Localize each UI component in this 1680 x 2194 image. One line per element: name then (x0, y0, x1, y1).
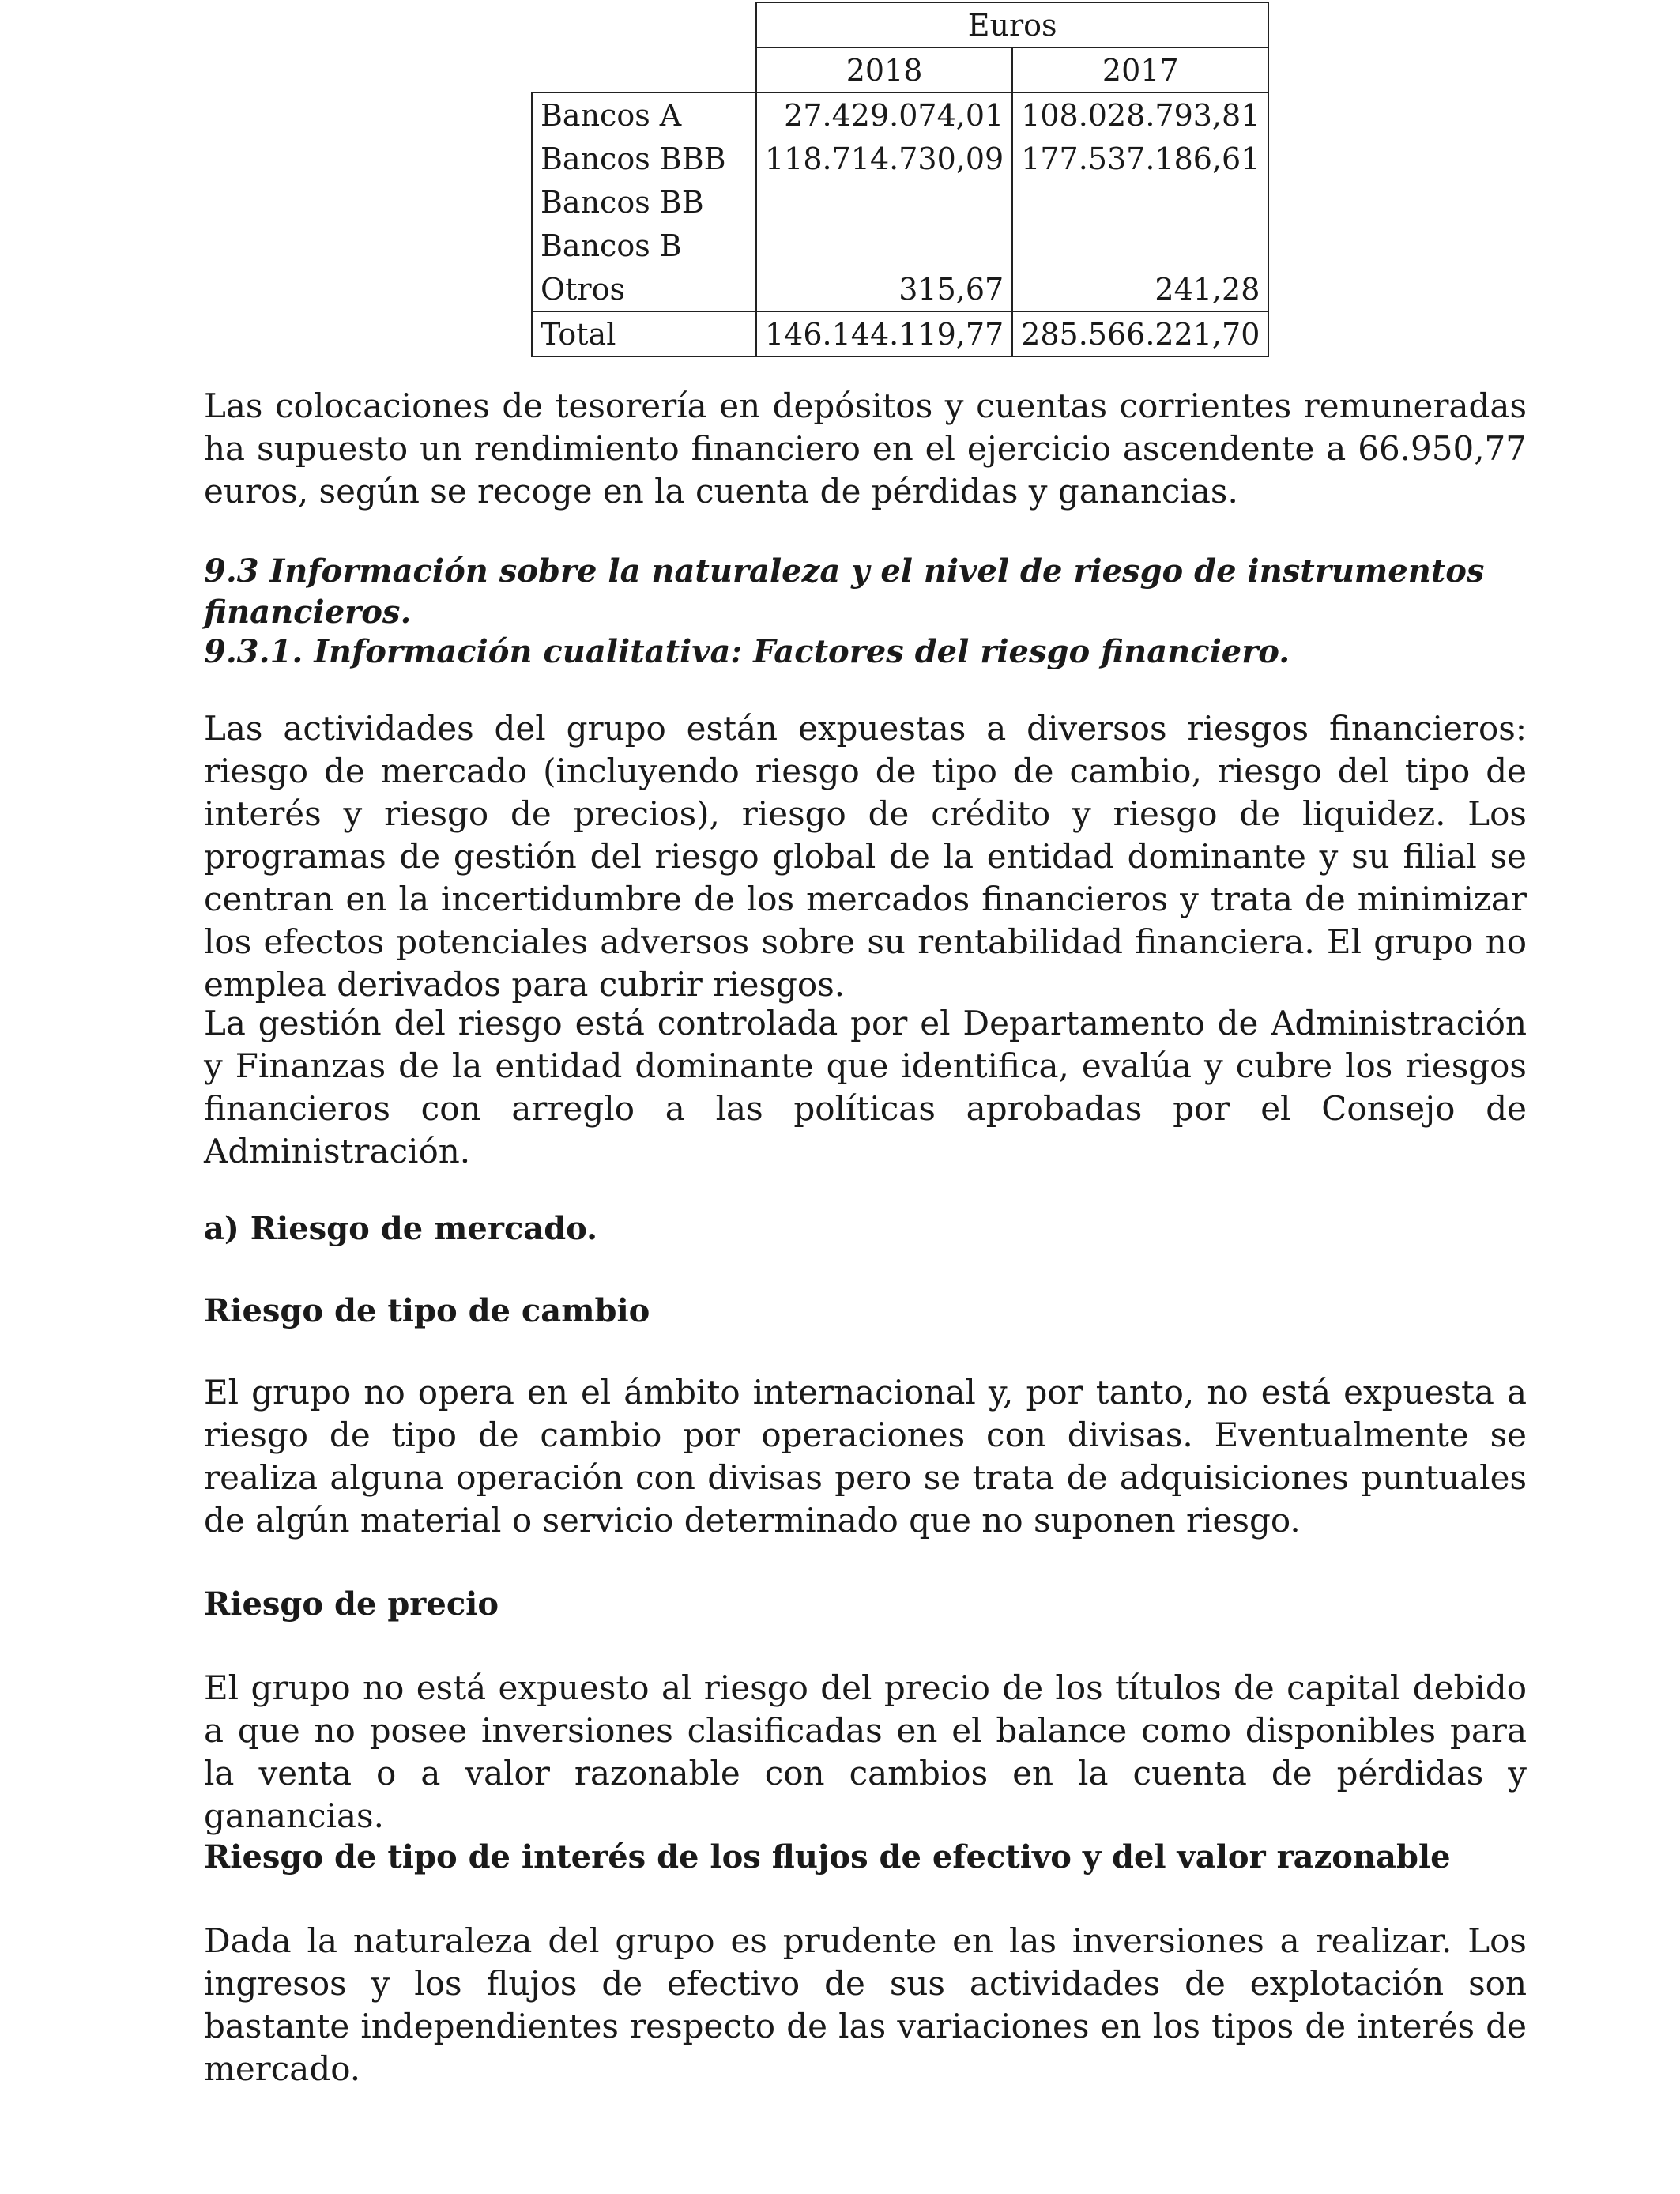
row-value-2017 (1012, 224, 1268, 267)
paragraph-gestion: La gestión del riesgo está controlada por el Departamento de Administración y Finanzas de la entidad dominante que identifica, evalúa y cubre los riesgos financieros con arreglo a las políticas aprobadas por el Consejo de Administración. (204, 1004, 1527, 1171)
total-value-2017: 285.566.221,70 (1012, 311, 1268, 356)
table-header-row (532, 2, 1268, 47)
row-label: Bancos BB (532, 180, 756, 224)
row-value-2018 (756, 224, 1012, 267)
row-value-2018: 27.429.074,01 (756, 92, 1012, 137)
row-label: Bancos A (532, 92, 756, 137)
table-row (532, 180, 1268, 224)
row-value-2018: 118.714.730,09 (756, 137, 1012, 180)
table-total-row (532, 311, 1268, 356)
row-label: Bancos BBB (532, 137, 756, 180)
paragraph-tipo-cambio: El grupo no opera en el ámbito internacional y, por tanto, no está expuesta a riesgo de tipo de cambio por operaciones con divisas. Eventualmente se realiza alguna operación con divisas pero se trata de adquisiciones puntuales de algún material o servicio determinado que no suponen riesgo. (204, 1373, 1527, 1540)
row-value-2017: 108.028.793,81 (1012, 92, 1268, 137)
table-row (532, 137, 1268, 180)
table-row (532, 224, 1268, 267)
bank-rating-table (531, 2, 1269, 357)
heading-9-3-1: 9.3.1. Información cualitativa: Factores del riesgo financiero. (204, 633, 1290, 670)
year-2018-header: 2018 (756, 47, 1012, 92)
table-row (532, 92, 1268, 137)
paragraph-tipo-interes: Dada la naturaleza del grupo es prudente en las inversiones a realizar. Los ingresos y los flujos de efectivo de sus actividades de explotación son bastante independientes respecto de las variaciones en los tipos de interés de mercado. (204, 1921, 1527, 2088)
paragraph-colocaciones: Las colocaciones de tesorería en depósitos y cuentas corrientes remuneradas ha supuesto un rendimiento financiero en el ejercicio ascendente a 66.950,77 euros, según se recoge en la cuenta de pérdidas y ganancias. (204, 386, 1527, 511)
row-value-2018: 315,67 (756, 267, 1012, 311)
row-value-2017 (1012, 180, 1268, 224)
heading-riesgo-mercado: a) Riesgo de mercado. (204, 1210, 598, 1247)
table-year-row (532, 47, 1268, 92)
table-row (532, 267, 1268, 311)
currency-header: Euros (756, 2, 1268, 47)
total-label: Total (532, 311, 756, 356)
heading-9-3: 9.3 Información sobre la naturaleza y el nivel de riesgo de instrumentos financieros. (204, 552, 1485, 631)
row-value-2018 (756, 180, 1012, 224)
total-value-2018: 146.144.119,77 (756, 311, 1012, 356)
row-value-2017: 241,28 (1012, 267, 1268, 311)
heading-riesgo-precio: Riesgo de precio (204, 1585, 499, 1623)
year-2017-header: 2017 (1012, 47, 1268, 92)
paragraph-actividades: Las actividades del grupo están expuestas a diversos riesgos financieros: riesgo de mercado (incluyendo riesgo de tipo de cambio, riesgo del tipo de interés y riesgo de precios), riesgo de crédito y riesgo de liquidez. Los programas de gestión del riesgo global de la entidad dominante y su filial se centran en la incertidumbre de los mercados financieros y trata de minimizar los efectos potenciales adversos sobre su rentabilidad financiera. El grupo no emplea derivados para cubrir riesgos. (204, 709, 1527, 1004)
heading-riesgo-tipo-interes: Riesgo de tipo de interés de los flujos de efectivo y del valor razonable (204, 1838, 1451, 1875)
row-label: Otros (532, 267, 756, 311)
paragraph-precio: El grupo no está expuesto al riesgo del precio de los títulos de capital debido a que no posee inversiones clasificadas en el balance como disponibles para la venta o a valor razonable con cambios en la cuenta de pérdidas y ganancias. (204, 1668, 1527, 1835)
heading-riesgo-tipo-cambio: Riesgo de tipo de cambio (204, 1292, 650, 1329)
row-label: Bancos B (532, 224, 756, 267)
row-value-2017: 177.537.186,61 (1012, 137, 1268, 180)
